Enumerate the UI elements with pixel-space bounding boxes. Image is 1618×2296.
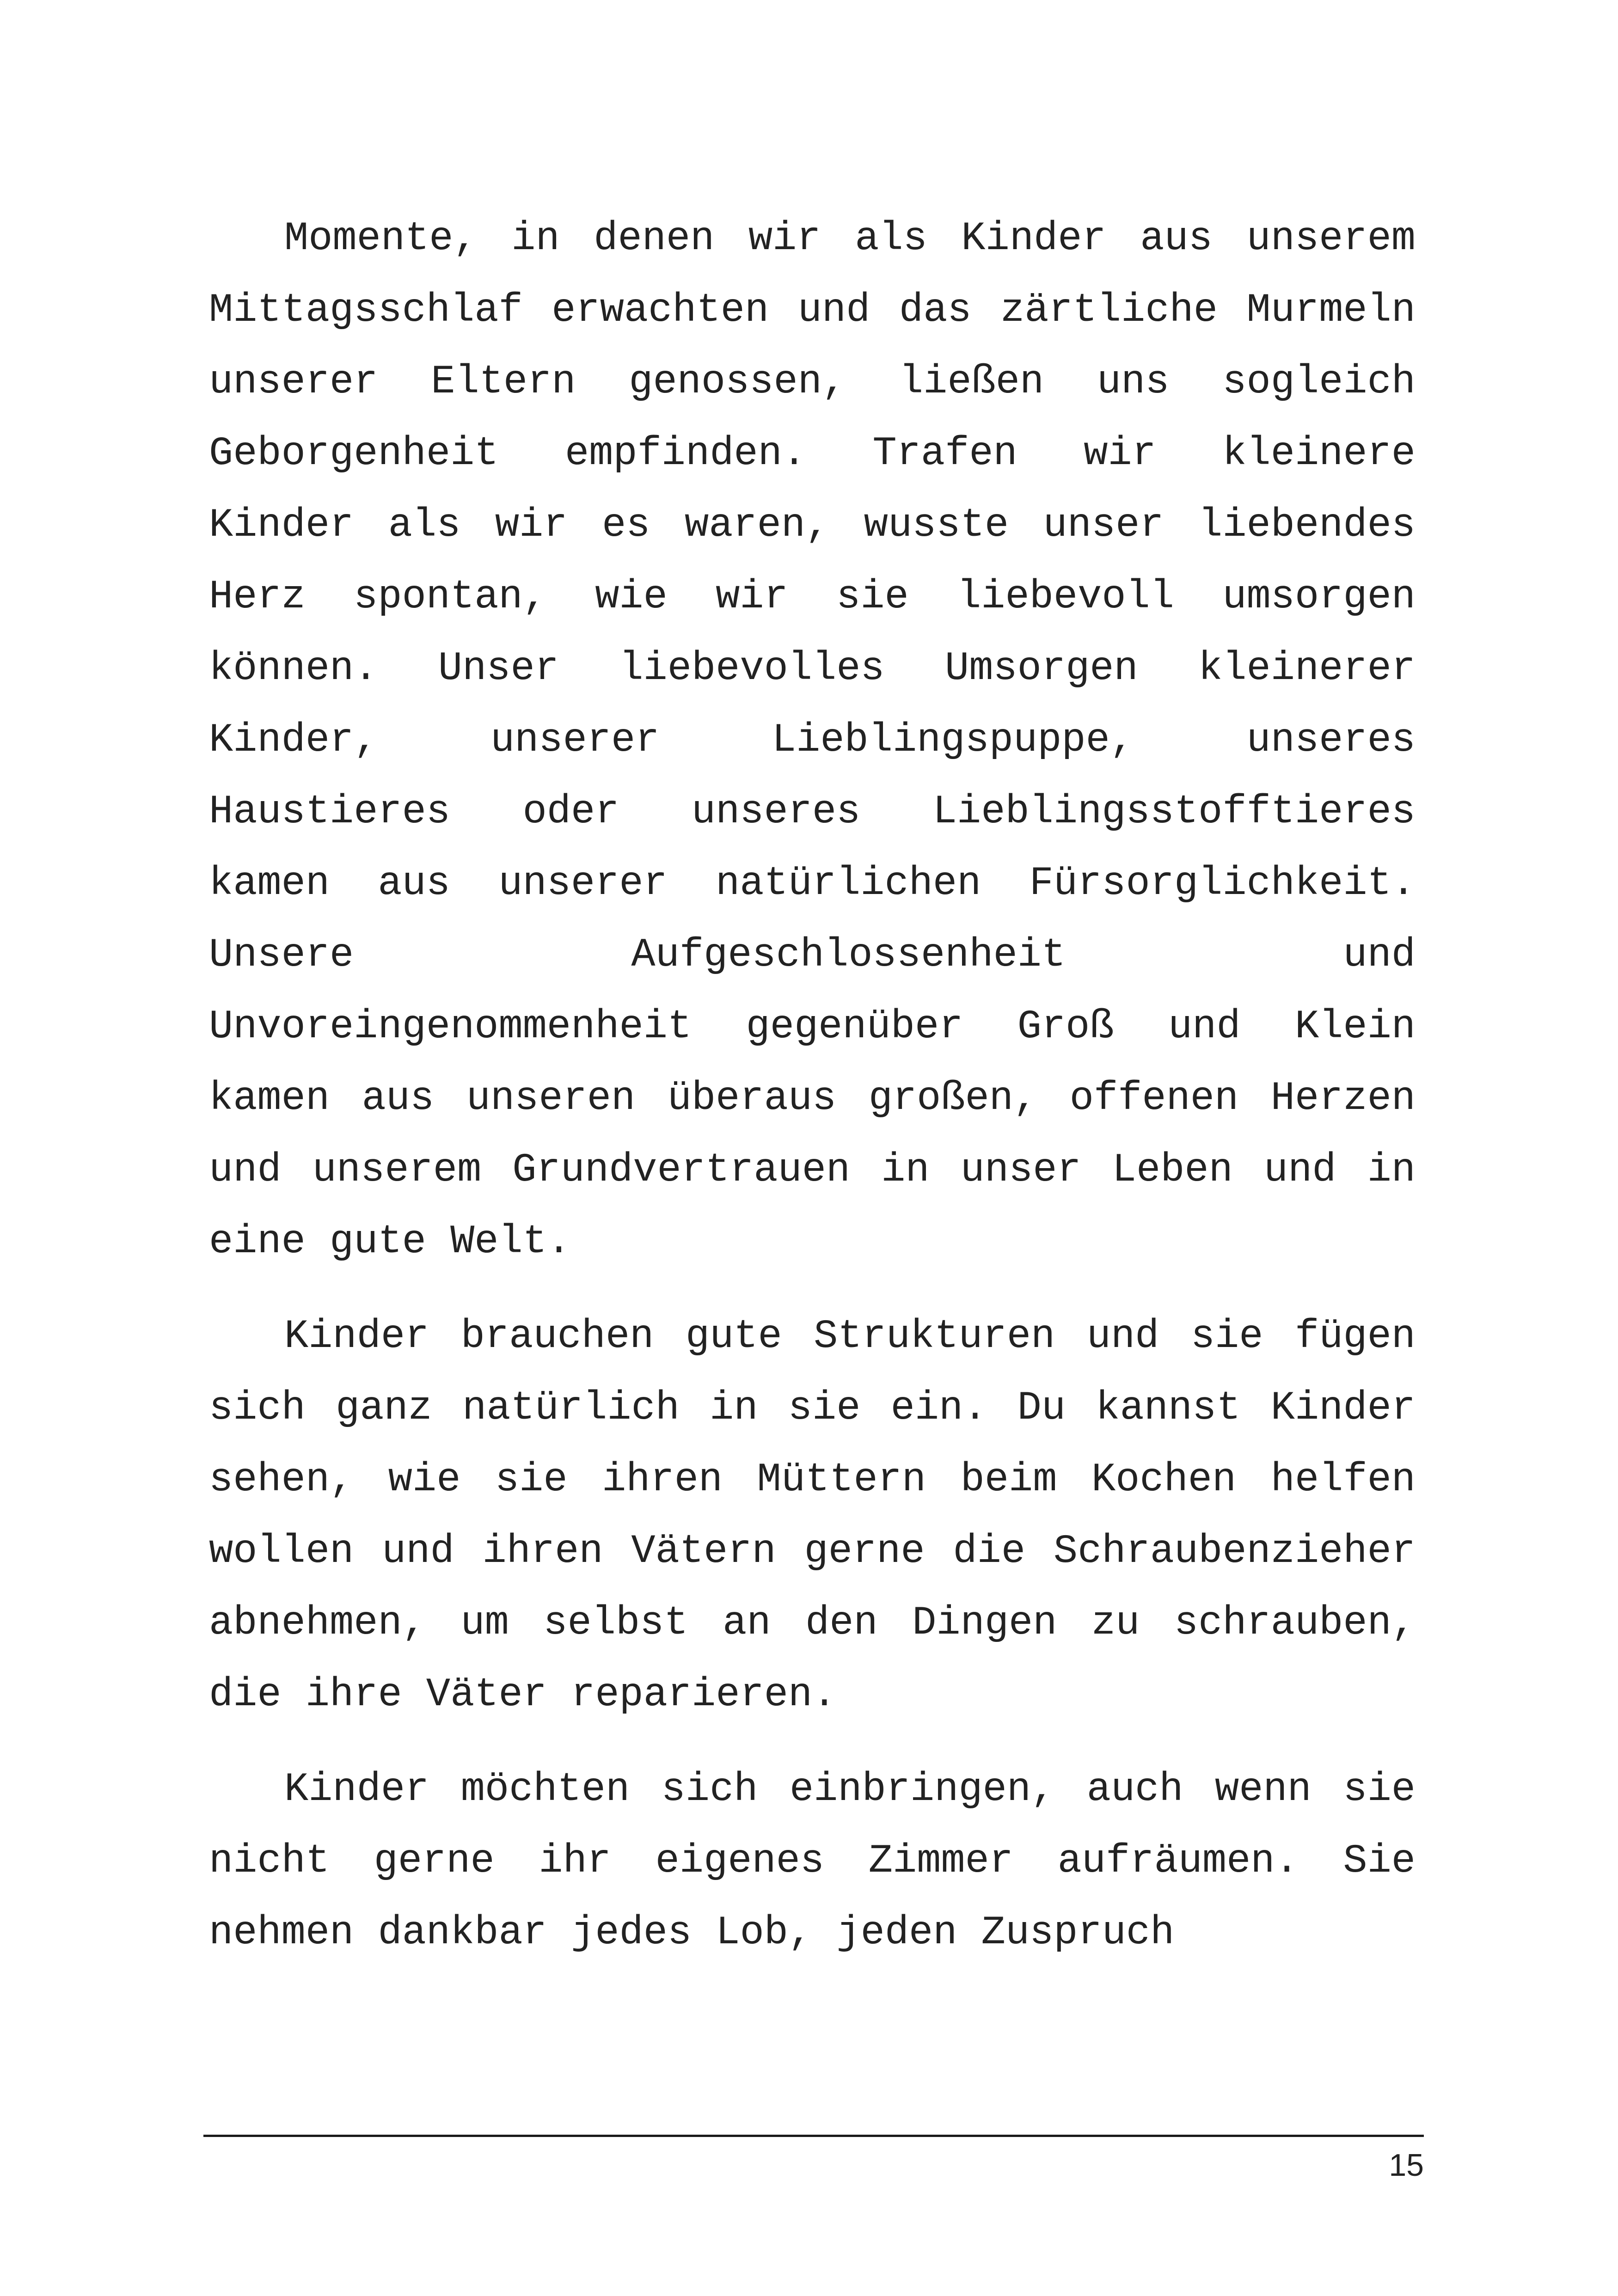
paragraph-2: Kinder brauchen gute Strukturen und sie fügen sich ganz natürlich in sie ein. Du kannst Kinder sehen, wie sie ihren Müttern beim Kochen helfen wollen und ihren Vätern gerne die Schraubenzieher abnehmen, um selbst an den Dingen zu schrauben, die ihre Väter reparieren.	[209, 1314, 1416, 1718]
page-number: 15	[1389, 2148, 1424, 2183]
body-text	[209, 203, 1416, 1969]
paragraph-3: Kinder möchten sich einbringen, auch wenn sie nicht gerne ihr eigenes Zimmer aufräumen. Sie nehmen dankbar jedes Lob, jeden Zuspruch	[209, 1767, 1416, 1956]
paragraph-1: Momente, in denen wir als Kinder aus unserem Mittagsschlaf erwachten und das zärtliche Murmeln unserer Eltern genossen, ließen uns sogleich Geborgenheit empfinden. Trafen wir kleinere Kinder als wir es waren, wusste unser liebendes Herz spontan, wie wir sie liebevoll umsorgen können. Unser liebevolles Umsorgen kleinerer Kinder, unserer Lieblingspuppe, unseres Haustieres oder unseres Lieblingsstofftieres kamen aus unserer natürlichen Fürsorglichkeit. Unsere Aufgeschlossenheit und Unvoreingenommenheit gegenüber Groß und Klein kamen aus unseren überaus großen, offenen Herzen und unserem Grundvertrauen in unser Leben und in eine gute Welt.	[209, 216, 1416, 1265]
footer-divider	[203, 2135, 1424, 2137]
